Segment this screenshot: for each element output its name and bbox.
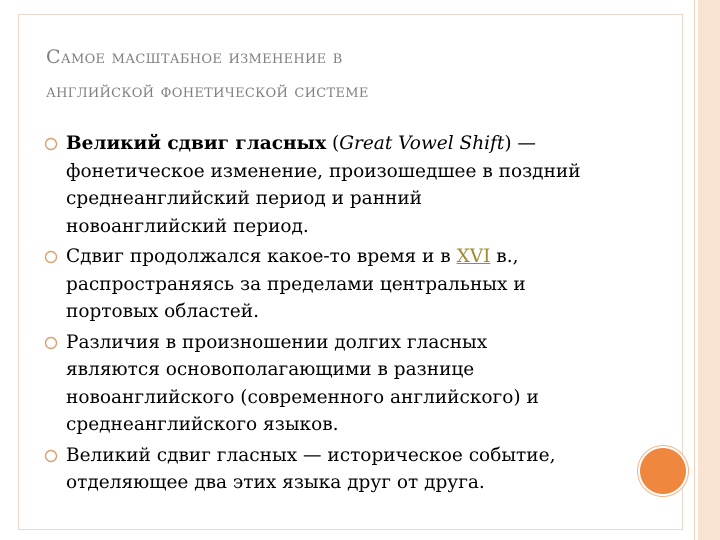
bullet-text: среднеанглийского языков.	[66, 414, 339, 435]
bullet-line	[66, 243, 644, 271]
bullet-item	[44, 243, 644, 326]
bullet-line	[66, 384, 644, 412]
bullet-text: являются основополагающими в разнице	[66, 359, 475, 380]
bullet-text: Различия в произношении долгих гласных	[66, 331, 488, 353]
bullet-text: среднеанглийский период и ранний	[66, 188, 423, 209]
orange-circle-decoration	[640, 448, 686, 494]
slide-title-line-1: Самое масштабное изменение в	[46, 46, 343, 68]
bullet-line	[66, 442, 644, 470]
slide-title	[46, 40, 646, 108]
bullet-text: новоанглийский период.	[66, 215, 309, 237]
bullet-line	[66, 298, 644, 326]
bullet-line	[66, 185, 644, 213]
bullet-line	[66, 411, 644, 439]
bullet-list	[44, 130, 644, 500]
bullet-text: (	[326, 133, 340, 154]
bullet-line	[66, 130, 644, 158]
bullet-text: Великий сдвиг гласных — историческое событие,	[66, 444, 556, 466]
bullet-text: распространяясь за пределами центральных и	[66, 273, 526, 295]
bullet-text: Сдвиг продолжался какое-то время и в	[66, 246, 457, 267]
bullet-text: новоанглийского (современного английского) и	[66, 386, 539, 408]
bullet-line	[66, 213, 644, 241]
circle-outline-icon	[44, 336, 58, 350]
bullet-text: в.,	[490, 246, 519, 267]
bullet-item	[44, 329, 644, 439]
italic-term: Great Vowel Shift	[339, 133, 505, 154]
bullet-text: портовых областей.	[66, 301, 259, 322]
century-link[interactable]: XVI	[456, 246, 491, 267]
circle-outline-icon	[44, 137, 58, 151]
bullet-line	[66, 158, 644, 186]
circle-outline-icon	[44, 250, 58, 264]
circle-outline-icon	[44, 449, 58, 463]
bullet-item	[44, 130, 644, 240]
bullet-line	[66, 469, 644, 497]
side-accent-band	[698, 0, 720, 540]
bullet-line	[66, 271, 644, 299]
side-divider-line	[694, 0, 695, 540]
bullet-text: фонетическое изменение, произошедшее в поздний	[66, 160, 581, 182]
slide-title-line-2: английской фонетической системе	[46, 80, 369, 102]
bold-term: Великий сдвиг гласных	[66, 133, 327, 154]
bullet-item	[44, 442, 644, 497]
bullet-text: отделяющее два этих языка друг от друга.	[66, 472, 485, 493]
bullet-text: ) —	[504, 133, 536, 154]
bullet-line	[66, 329, 644, 357]
bullet-line	[66, 356, 644, 384]
